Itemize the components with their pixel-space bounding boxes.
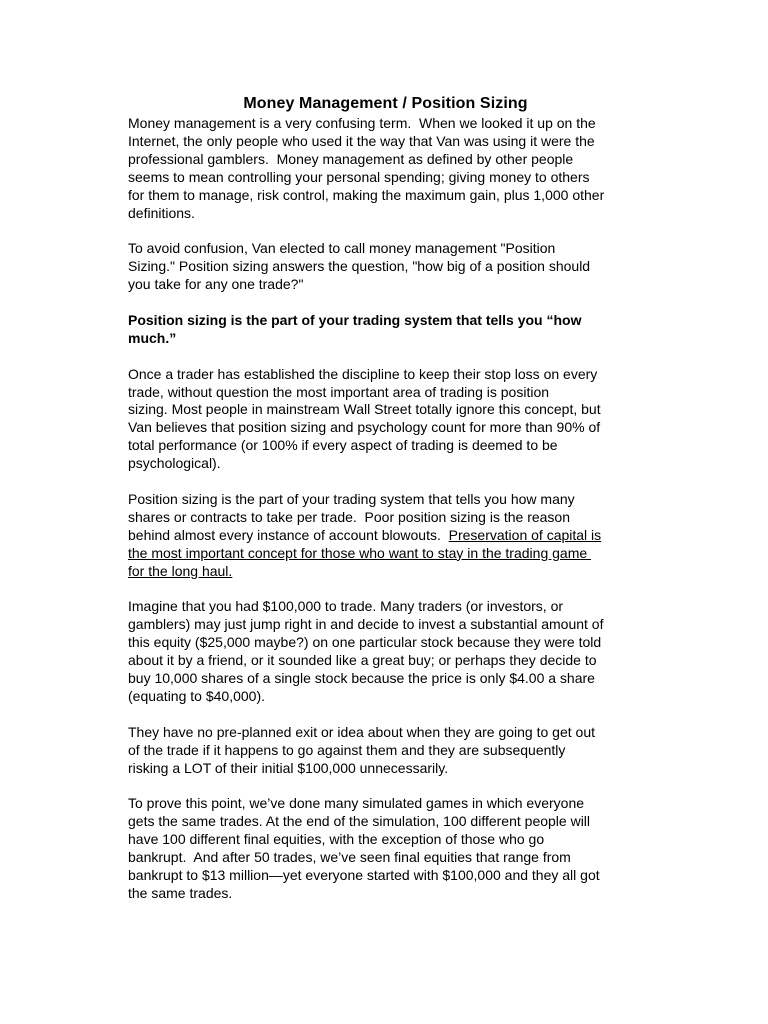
paragraph-line: Van believes that position sizing and psychology count for more than 90% of — [128, 419, 601, 436]
paragraph-line: To prove this point, we’ve done many simulated games in which everyone — [128, 795, 585, 812]
paragraph-line: have 100 different final equities, with the exception of those who go — [128, 831, 545, 848]
paragraph-line: professional gamblers. Money management as defined by other people — [128, 150, 574, 167]
paragraph-line: seems to mean controlling your personal spending; giving money to others — [128, 168, 590, 185]
plain-text: behind almost every instance of account blowouts. — [128, 526, 449, 543]
paragraph-line: bankrupt. And after 50 trades, we’ve seen final equities that range from — [128, 849, 571, 866]
paragraph-line: (equating to $40,000). — [128, 687, 265, 704]
paragraph-line: Once a trader has established the discipline to keep their stop loss on every — [128, 365, 598, 382]
paragraph-exit — [128, 724, 643, 778]
paragraph-line: you take for any one trade?" — [128, 276, 304, 293]
paragraph-line: sizing. Most people in mainstream Wall Street totally ignore this concept, but — [128, 401, 601, 418]
paragraph-line: the same trades. — [128, 884, 233, 901]
paragraph-line: much.” — [128, 329, 177, 346]
paragraph-line: total performance (or 100% if every aspect of trading is deemed to be — [128, 437, 558, 454]
paragraph-line: of the trade if it happens to go against them and they are subsequently — [128, 741, 566, 758]
paragraph-line: To avoid confusion, Van elected to call money management "Position — [128, 240, 556, 257]
paragraph-intro — [128, 115, 643, 222]
paragraph-emphasis — [128, 312, 643, 348]
paragraph-line: They have no pre-planned exit or idea about when they are going to get out — [128, 723, 595, 740]
paragraph-simulation — [128, 795, 643, 902]
underlined-line: for the long haul. — [128, 562, 233, 579]
paragraph-line: Internet, the only people who used it the way that Van was using it were the — [128, 132, 595, 149]
paragraph-preservation — [128, 491, 643, 581]
paragraph-line: buy 10,000 shares of a single stock because the price is only $4.00 a share — [128, 670, 595, 687]
paragraph-line: definitions. — [128, 204, 195, 221]
paragraph-line: shares or contracts to take per trade. Poor position sizing is the reason — [128, 508, 571, 525]
paragraph-line — [128, 527, 643, 545]
underlined-text: Preservation of capital is — [448, 526, 602, 543]
paragraph-line: bankrupt to $13 million—yet everyone started with $100,000 and they all got — [128, 866, 600, 883]
document-page — [128, 94, 643, 921]
paragraph-line: psychological). — [128, 455, 221, 472]
paragraph-line: this equity ($25,000 maybe?) on one particular stock because they were told — [128, 634, 602, 651]
underlined-line: the most important concept for those who want to stay in the trading game — [128, 544, 592, 561]
paragraph-definition — [128, 240, 643, 294]
paragraph-line: gets the same trades. At the end of the simulation, 100 different people will — [128, 813, 591, 830]
document-title: Money Management / Position Sizing — [243, 95, 528, 112]
paragraph-line: Sizing." Position sizing answers the question, "how big of a position should — [128, 258, 591, 275]
paragraph-line: trade, without question the most important area of trading is position — [128, 383, 550, 400]
paragraph-line: about it by a friend, or it sounded like a great buy; or perhaps they decide to — [128, 652, 597, 669]
paragraph-example — [128, 598, 643, 705]
paragraph-line: gamblers) may just jump right in and decide to invest a substantial amount of — [128, 616, 604, 633]
paragraph-line: for them to manage, risk control, making the maximum gain, plus 1,000 other — [128, 186, 605, 203]
paragraph-line: Imagine that you had $100,000 to trade. Many traders (or investors, or — [128, 598, 564, 615]
paragraph-line: Money management is a very confusing term. When we looked it up on the — [128, 115, 596, 131]
paragraph-line: Position sizing is the part of your trading system that tells you how many — [128, 490, 575, 507]
paragraph-importance — [128, 366, 643, 473]
paragraph-line: risking a LOT of their initial $100,000 unnecessarily. — [128, 759, 449, 776]
paragraph-line: Position sizing is the part of your trading system that tells you “how — [128, 311, 582, 328]
